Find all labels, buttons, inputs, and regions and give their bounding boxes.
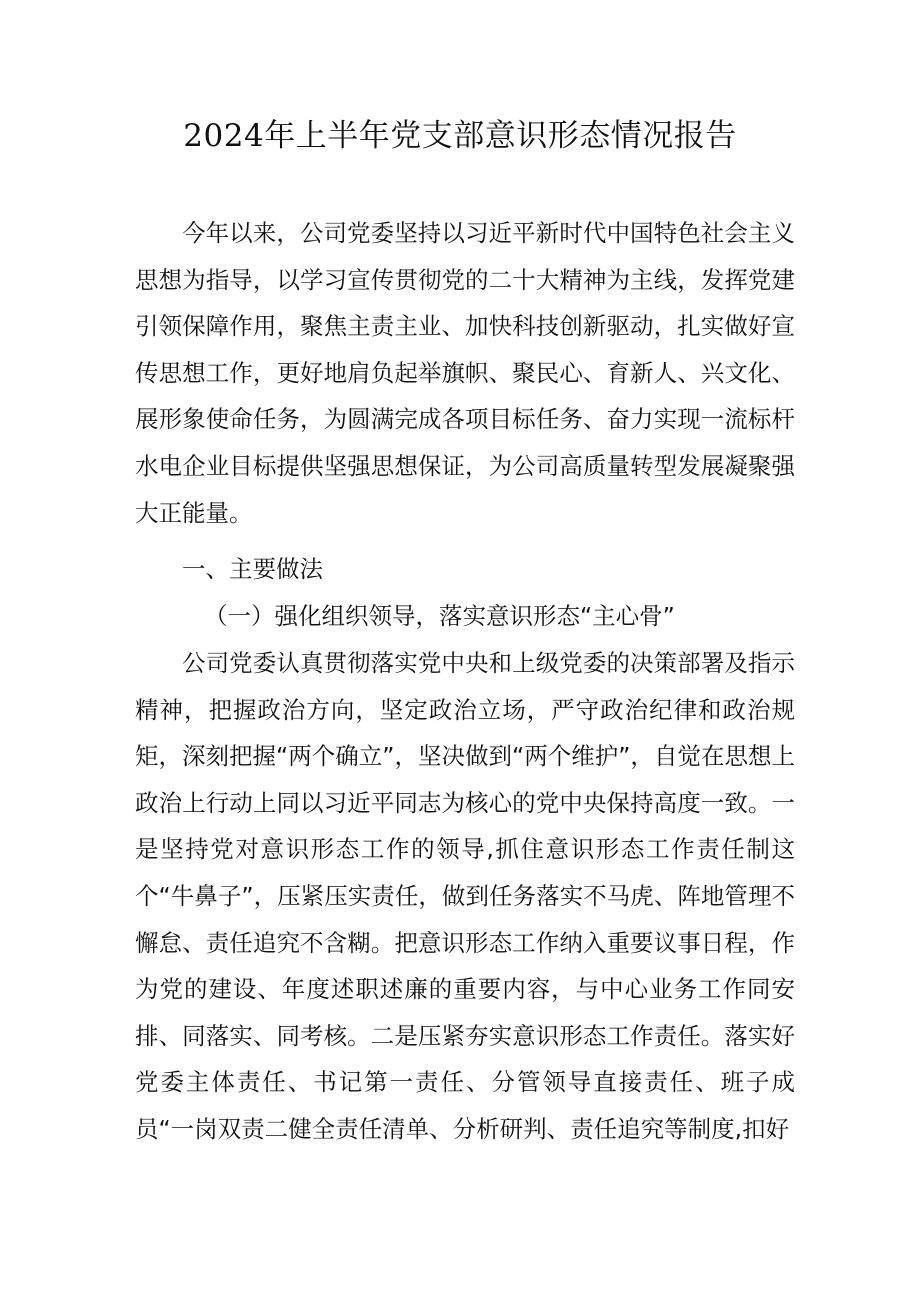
- body-paragraph: 公司党委认真贯彻落实党中央和上级党委的决策部署及指示精神，把握政治方向，坚定政治立场，严守政治纪律和政治规矩，深刻把握“两个确立”，坚决做到“两个维护”，自觉在思想上政治上行动上同以习近平同志为核心的党中央保持高度一致。一是坚持党对意识形态工作的领导,抓住意识形态工作责任制这个“牛鼻子”，压紧压实责任，做到任务落实不马虎、阵地管理不懈怠、责任追究不含糊。把意识形态工作纳入重要议事日程，作为党的建设、年度述职述廉的重要内容，与中心业务工作同安排、同落实、同考核。二是压紧夯实意识形态工作责任。落实好党委主体责任、书记第一责任、分管领导直接责任、班子成员“一岗双责二健全责任清单、分析研判、责任追究等制度,扣好: [135, 649, 795, 1143]
- subsection-heading: （一）强化组织领导，落实意识形态“主心骨”: [204, 602, 675, 630]
- section-heading: 一、主要做法: [182, 555, 323, 583]
- intro-paragraph: 今年以来，公司党委坚持以习近平新时代中国特色社会主义思想为指导，以学习宣传贯彻党的二十大精神为主线，发挥党建引领保障作用，聚焦主责主业、加快科技创新驱动，扎实做好宣传思想工作，更好地肩负起举旗帜、聚民心、育新人、兴文化、展形象使命任务，为圆满完成各项目标任务、奋力实现一流标杆水电企业目标提供坚强思想保证，为公司高质量转型发展凝聚强大正能量。: [135, 219, 795, 527]
- document-title: 2024年上半年党支部意识形态情况报告: [183, 118, 737, 154]
